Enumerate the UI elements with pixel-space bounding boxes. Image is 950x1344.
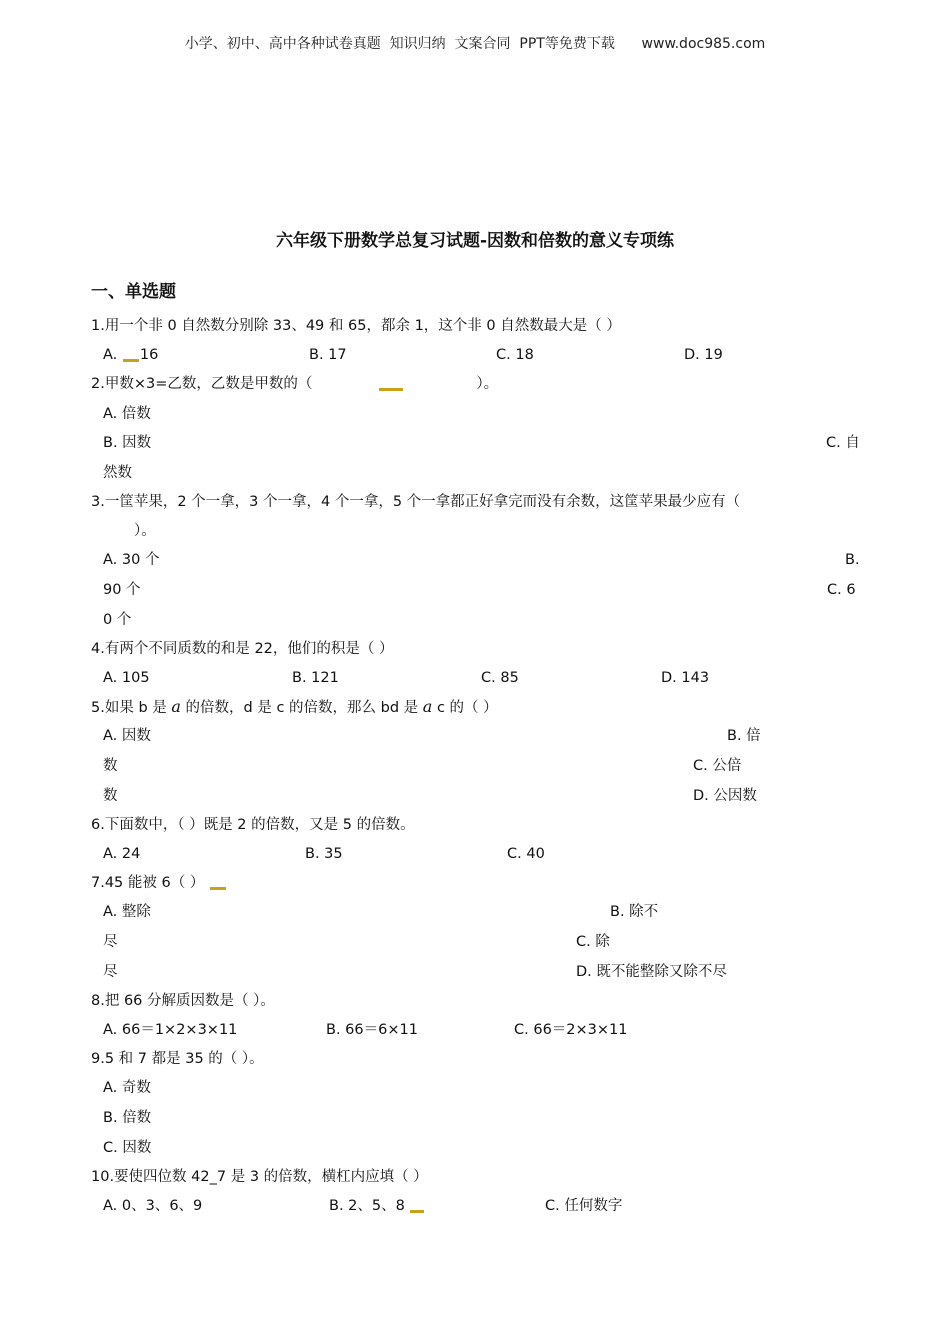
question-5: 5.如果 b 是 a 的倍数，d 是 c 的倍数，那么 bd 是 a c 的（ ） (91, 697, 498, 716)
variable-a: a (171, 697, 181, 716)
q4-option-d: D. 143 (661, 670, 710, 686)
q2-option-a: A. 倍数 (103, 406, 151, 422)
q7-option-d: D. 既不能整除又除不尽 (576, 964, 727, 980)
q1-option-b: B. 17 (309, 347, 347, 363)
q7-option-b: B. 除不 (610, 904, 659, 920)
question-4: 4.有两个不同质数的和是 22，他们的积是（ ） (91, 641, 394, 657)
q2-option-b: B. 因数 (103, 435, 152, 451)
q5-option-b: B. 倍 (727, 728, 761, 744)
page-title: 六年级下册数学总复习试题-因数和倍数的意义专项练 (275, 231, 675, 251)
question-3: 3.一筐苹果，2 个一拿，3 个一拿，4 个一拿，5 个一拿都正好拿完而没有余数，这筐苹果最少应有（ (91, 494, 741, 510)
question-9: 9.5 和 7 都是 35 的（ ）。 (91, 1051, 264, 1067)
question-3-cont: ）。 (134, 523, 156, 539)
q3-option-a: A. 30 个 (103, 552, 160, 568)
question-7: 7.45 能被 6（ ） (91, 874, 227, 892)
highlight-mark (123, 359, 139, 362)
highlight-mark (379, 388, 403, 391)
q9-option-c: C. 因数 (103, 1140, 152, 1156)
q10-option-a: A. 0、3、6、9 (103, 1198, 203, 1214)
q4-option-b: B. 121 (292, 670, 339, 686)
question-10: 10.要使四位数 42_7 是 3 的倍数，横杠内应填（ ） (91, 1169, 428, 1185)
q8-option-b: B. 66＝6×11 (326, 1022, 418, 1038)
q5-option-c: C. 公倍 (693, 758, 742, 774)
q7-option-c-wrap: 尽 (103, 964, 118, 980)
q1-option-a: A. 16 (103, 347, 159, 363)
q2-option-c-wrap: 然数 (103, 465, 132, 481)
q5-option-b-wrap: 数 (103, 758, 118, 774)
section-heading: 一、单选题 (91, 282, 176, 302)
q1-option-c: C. 18 (496, 347, 534, 363)
q9-option-a: A. 奇数 (103, 1080, 151, 1096)
q8-option-a: A. 66＝1×2×3×11 (103, 1022, 238, 1038)
q5-option-a: A. 因数 (103, 728, 151, 744)
q10-option-c: C. 任何数字 (545, 1198, 623, 1214)
variable-a: a (422, 697, 433, 716)
q6-option-a: A. 24 (103, 846, 141, 862)
q1-option-d: D. 19 (684, 347, 723, 363)
q7-option-c: C. 除 (576, 934, 610, 950)
question-8: 8.把 66 分解质因数是（ ）。 (91, 993, 275, 1009)
page-header: 小学、初中、高中各种试卷真题 知识归纳 文案合同 PPT等免费下载 www.doc985.com (184, 36, 766, 52)
highlight-mark (410, 1210, 424, 1213)
q10-option-b: B. 2、5、8 (329, 1197, 425, 1215)
question-2: 2.甲数×3=乙数，乙数是甲数的（ ）。 (91, 376, 499, 392)
q7-option-a: A. 整除 (103, 904, 151, 920)
q3-option-b-wrap: 90 个 (103, 582, 141, 598)
q4-option-a: A. 105 (103, 670, 150, 686)
question-1: 1.用一个非 0 自然数分别除 33、49 和 65，都余 1，这个非 0 自然数最大是（ ） (91, 318, 621, 334)
q9-option-b: B. 倍数 (103, 1110, 152, 1126)
q5-option-c-wrap: 数 (103, 788, 118, 804)
q6-option-b: B. 35 (305, 846, 343, 862)
q3-option-c-wrap: 0 个 (103, 612, 132, 628)
q2-option-c: C. 自 (826, 435, 860, 451)
q3-option-b: B. (845, 552, 860, 568)
q5-option-d: D. 公因数 (693, 788, 757, 804)
q8-option-c: C. 66＝2×3×11 (514, 1022, 628, 1038)
q4-option-c: C. 85 (481, 670, 519, 686)
q7-option-b-wrap: 尽 (103, 934, 118, 950)
q3-option-c: C. 6 (827, 582, 856, 598)
highlight-mark (210, 887, 226, 890)
question-6: 6.下面数中，（ ）既是 2 的倍数，又是 5 的倍数。 (91, 817, 415, 833)
q6-option-c: C. 40 (507, 846, 545, 862)
